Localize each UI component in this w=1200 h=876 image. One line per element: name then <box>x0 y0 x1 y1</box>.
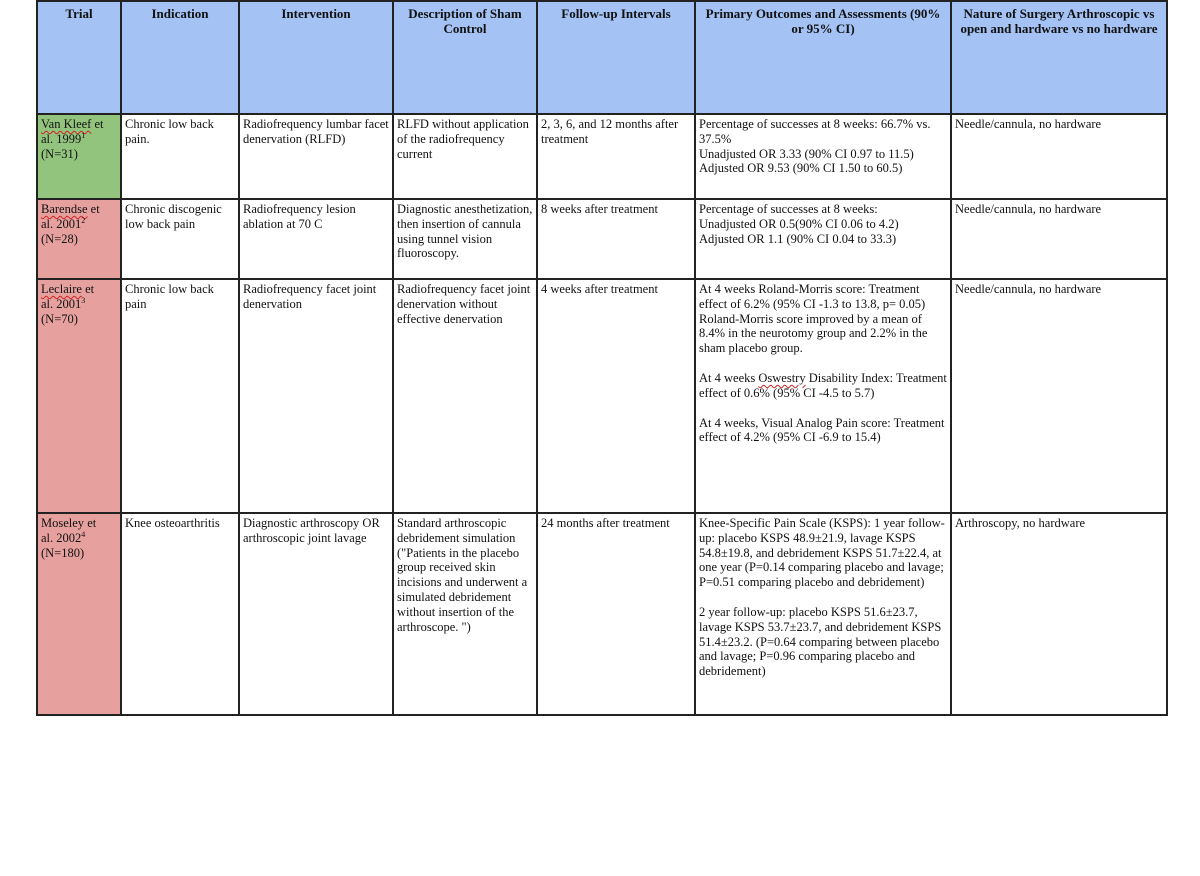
trial-sample-size: (N=31) <box>41 146 78 161</box>
followup-cell: 24 months after treatment <box>537 513 695 715</box>
sham-cell: Diagnostic anesthetization, then insertion of cannula using tunnel vision fluoroscopy. <box>393 199 537 279</box>
trial-cell: Van Kleef et al. 1999$^1$ (N=31) <box>37 114 121 199</box>
header-outcomes: Primary Outcomes and Assessments (90% or 95% CI) <box>695 1 951 114</box>
table-row <box>37 199 1167 279</box>
spellcheck-word: Oswestry <box>758 370 806 385</box>
surgery-cell: Arthroscopy, no hardware <box>951 513 1167 715</box>
header-surgery: Nature of Surgery Arthroscopic vs open and hardware vs no hardware <box>951 1 1167 114</box>
table-row <box>37 513 1167 715</box>
trial-reference: 1 <box>81 130 86 140</box>
outcome-paragraph: At 4 weeks, Visual Analog Pain score: Treatment effect of 4.2% (95% CI -6.9 to 15.4) <box>699 415 945 445</box>
outcome-paragraph: At 4 weeks Roland-Morris score: Treatment effect of 6.2% (95% CI -1.3 to 13.8, p= 0.05) <box>699 282 926 311</box>
outcomes-cell <box>695 114 951 199</box>
header-indication: Indication <box>121 1 239 114</box>
trial-reference: 3 <box>81 295 86 305</box>
outcome-line: Adjusted OR 1.1 (90% CI 0.04 to 33.3) <box>699 231 897 246</box>
header-followup: Follow-up Intervals <box>537 1 695 114</box>
indication-cell: Chronic discogenic low back pain <box>121 199 239 279</box>
intervention-cell: Radiofrequency lesion ablation at 70 C <box>239 199 393 279</box>
surgery-cell: Needle/cannula, no hardware <box>951 199 1167 279</box>
trial-reference: 2 <box>81 215 86 225</box>
paragraph-gap <box>699 356 947 371</box>
trial-year: al. 2002 <box>41 530 82 545</box>
paragraph-gap <box>699 401 947 416</box>
followup-cell: 8 weeks after treatment <box>537 199 695 279</box>
trial-year: al. 1999 <box>41 131 82 146</box>
outcome-paragraph: Knee-Specific Pain Scale (KSPS): 1 year follow-up: placebo KSPS 48.9±21.9, lavage KSPS 54.8±19.8, and debridement KSPS 51.7±22.4, at one year (P=0.14 comparing placebo and lavage; P=0.51 comparing placebo and debridement) <box>699 516 945 590</box>
trial-author: Leclaire <box>41 282 82 296</box>
indication-cell: Knee osteoarthritis <box>121 513 239 715</box>
sham-cell: Radiofrequency facet joint denervation without effective denervation <box>393 279 537 513</box>
outcome-line: Percentage of successes at 8 weeks: <box>699 202 878 216</box>
sham-cell: RLFD without application of the radiofrequency current <box>393 114 537 199</box>
followup-cell: 2, 3, 6, and 12 months after treatment <box>537 114 695 199</box>
outcome-paragraph: 2 year follow-up: placebo KSPS 51.6±23.7, lavage KSPS 53.7±23.7, and debridement KSPS 51.4±23.2. (P=0.64 comparing between placebo and lavage; P=0.96 comparing placebo and debridement) <box>699 604 942 679</box>
outcome-paragraph: At 4 weeks Oswestry Disability Index: Treatment effect of 0.6% (95% CI -4.5 to 5.7) <box>699 370 947 400</box>
header-intervention: Intervention <box>239 1 393 114</box>
outcomes-cell <box>695 279 951 513</box>
trial-sample-size: (N=180) <box>41 545 85 560</box>
trial-author: Moseley <box>41 516 85 530</box>
trial-reference: 4 <box>81 529 86 539</box>
paragraph-gap <box>699 590 947 605</box>
followup-cell: 4 weeks after treatment <box>537 279 695 513</box>
trial-sample-size: (N=28) <box>41 231 78 246</box>
outcomes-cell <box>695 513 951 715</box>
trial-author: Van Kleef <box>41 117 92 131</box>
table-row <box>37 114 1167 199</box>
outcome-line: Adjusted OR 9.53 (90% CI 1.50 to 60.5) <box>699 161 903 176</box>
sham-cell: Standard arthroscopic debridement simulation ("Patients in the placebo group received skin incisions and underwent a simulated debridement without insertion of the arthroscope. ") <box>393 513 537 715</box>
intervention-cell: Radiofrequency facet joint denervation <box>239 279 393 513</box>
indication-cell: Chronic low back pain. <box>121 114 239 199</box>
outcome-line: Unadjusted OR 0.5(90% CI 0.06 to 4.2) <box>699 216 899 231</box>
outcome-line: Unadjusted OR 3.33 (90% CI 0.97 to 11.5) <box>699 146 914 161</box>
header-trial: Trial <box>37 1 121 114</box>
header-sham-control: Description of Sham Control <box>393 1 537 114</box>
intervention-cell: Diagnostic arthroscopy OR arthroscopic joint lavage <box>239 513 393 715</box>
trial-year: al. 2001 <box>41 296 82 311</box>
outcome-paragraph: Roland-Morris score improved by a mean of 8.4% in the neurotomy group and 2.2% in the sham placebo group. <box>699 311 928 356</box>
trial-cell: Leclaire et al. 2001$^3$ (N=70) <box>37 279 121 513</box>
intervention-cell: Radiofrequency lumbar facet denervation (RLFD) <box>239 114 393 199</box>
outcome-line: Percentage of successes at 8 weeks: 66.7% vs. 37.5% <box>699 117 931 146</box>
indication-cell: Chronic low back pain <box>121 279 239 513</box>
table-row <box>37 279 1167 513</box>
header-row <box>37 1 1167 114</box>
trial-cell: Barendse et al. 2001$^2$ (N=28) <box>37 199 121 279</box>
trial-cell: Moseley et al. 2002$^4$ (N=180) <box>37 513 121 715</box>
trial-sample-size: (N=70) <box>41 311 78 326</box>
surgery-cell: Needle/cannula, no hardware <box>951 279 1167 513</box>
trial-author: Barendse <box>41 202 88 216</box>
trial-year: al. 2001 <box>41 216 82 231</box>
outcomes-cell <box>695 199 951 279</box>
surgery-cell: Needle/cannula, no hardware <box>951 114 1167 199</box>
trials-table <box>36 0 1168 716</box>
